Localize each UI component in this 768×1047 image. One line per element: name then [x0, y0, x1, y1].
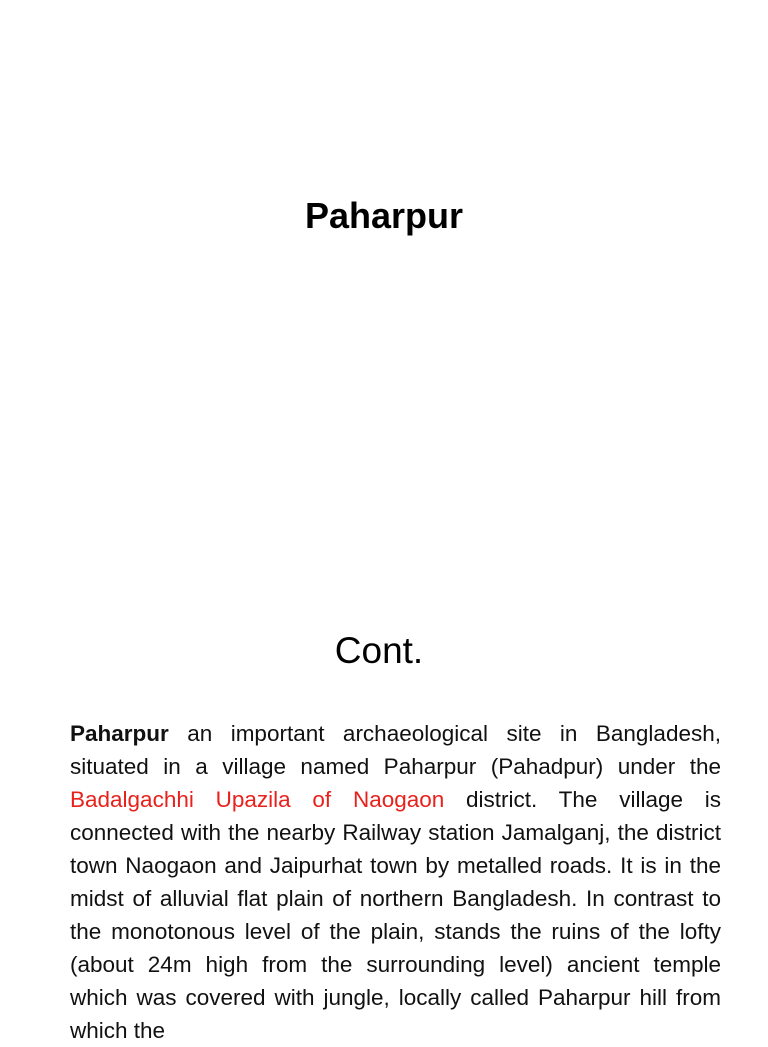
paragraph-text-part2: district. The village is connected with the nearby Railway station Jamalganj, the district town Naogaon and Jaipurhat town by metalled roads. It is in the midst of alluvial flat plain of northern Bangladesh. In contrast to the monotonous level of the plain, stands the ruins of the lofty (about 24m high from the surrounding level) ancient temple which was covered with jungle, locally called Paharpur hill from which the: [70, 787, 721, 1043]
page-title: Paharpur: [304, 195, 464, 236]
lead-term: Paharpur: [70, 721, 169, 746]
body-paragraph: [70, 717, 721, 1047]
highlighted-location: Badalgachhi Upazila of Naogaon: [70, 787, 445, 812]
paragraph-text-part1: an important archaeological site in Bangladesh, situated in a village named Paharpur (Pahadpur) under the: [70, 721, 721, 779]
slide-heading: Cont.: [334, 630, 424, 671]
slide-content: [0, 576, 768, 1043]
